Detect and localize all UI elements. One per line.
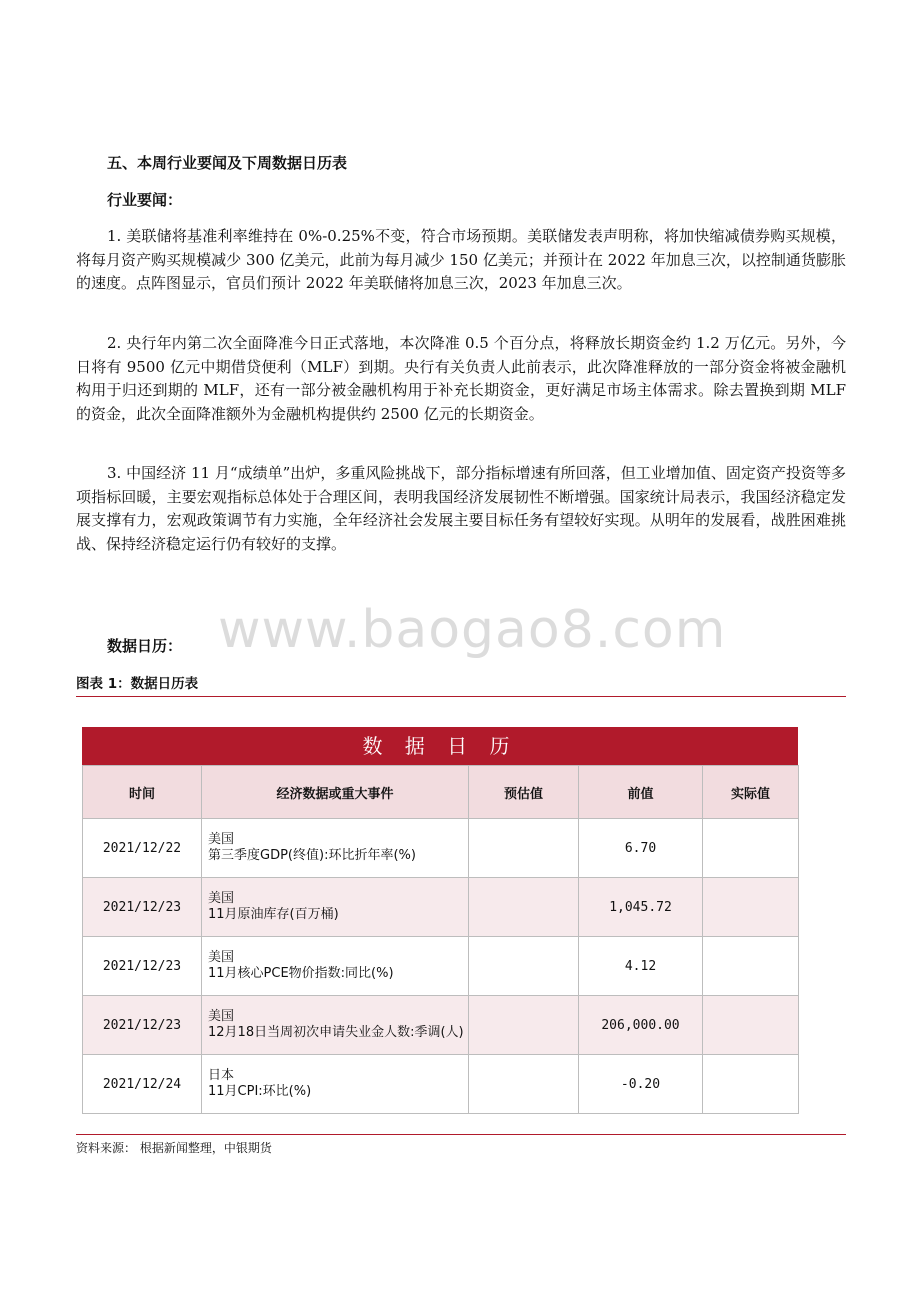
watermark: www.baogao8.com — [218, 600, 727, 660]
row-country: 美国 — [208, 1009, 235, 1024]
news-subtitle: 行业要闻： — [107, 191, 183, 209]
source-note: 资料来源： 根据新闻整理，中银期货 — [76, 1141, 272, 1155]
header-time: 时间 — [83, 766, 202, 819]
row-event — [202, 937, 469, 996]
row-event-name: 第三季度GDP(终值):环比折年率(%) — [208, 848, 416, 863]
row-actual — [703, 819, 799, 878]
news-paragraph-2: 2. 央行年内第二次全面降准今日正式落地，本次降准 0.5 个百分点，将释放长期资金约 1.2 万亿元。另外，今日将有 9500 亿元中期借贷便利（MLF）到期。央行有关负责人此前表示，此次降准释放的一部分资金将被金融机构用于归还到期的 MLF，还有一部分被金融机构用于补充长期资金，更好满足市场主体需求。除去置换到期 MLF 的资金，此次全面降准额外为金融机构提供约 2500 亿元的长期资金。 — [76, 334, 846, 423]
row-event-name: 12月18日当周初次申请失业金人数:季调(人) — [208, 1025, 464, 1040]
caption-rule — [76, 696, 846, 697]
row-previous: 6.70 — [579, 819, 703, 878]
news-paragraph-3: 3. 中国经济 11 月“成绩单”出炉，多重风险挑战下，部分指标增速有所回落，但工业增加值、固定资产投资等多项指标回暖，主要宏观指标总体处于合理区间，表明我国经济发展韧性不断增强。国家统计局表示，我国经济稳定发展支撑有力，宏观政策调节有力实施，全年经济社会发展主要目标任务有望较好实现。从明年的发展看，战胜困难挑战、保持经济稳定运行仍有较好的支撑。 — [76, 464, 846, 553]
row-date: 2021/12/22 — [83, 819, 202, 878]
calendar-table — [82, 765, 799, 1114]
header-actual: 实际值 — [703, 766, 799, 819]
table-row — [83, 1055, 799, 1114]
row-previous: 1,045.72 — [579, 878, 703, 937]
row-event — [202, 1055, 469, 1114]
row-actual — [703, 878, 799, 937]
calendar-subtitle: 数据日历： — [107, 637, 183, 655]
row-event-name: 11月CPI:环比(%) — [208, 1084, 312, 1099]
section-title: 五、本周行业要闻及下周数据日历表 — [107, 154, 348, 172]
header-forecast: 预估值 — [469, 766, 579, 819]
row-date: 2021/12/23 — [83, 996, 202, 1055]
row-event — [202, 878, 469, 937]
row-previous: 206,000.00 — [579, 996, 703, 1055]
table-row — [83, 819, 799, 878]
row-event-name: 11月原油库存(百万桶) — [208, 907, 339, 922]
header-previous: 前值 — [579, 766, 703, 819]
row-previous: 4.12 — [579, 937, 703, 996]
row-forecast — [469, 819, 579, 878]
row-date: 2021/12/24 — [83, 1055, 202, 1114]
row-country: 美国 — [208, 891, 235, 906]
row-actual — [703, 937, 799, 996]
table-row — [83, 996, 799, 1055]
row-country: 美国 — [208, 950, 235, 965]
header-event: 经济数据或重大事件 — [202, 766, 469, 819]
table-header-row — [83, 766, 799, 819]
row-date: 2021/12/23 — [83, 878, 202, 937]
calendar-banner: 数 据 日 历 — [82, 727, 798, 765]
row-forecast — [469, 1055, 579, 1114]
row-forecast — [469, 937, 579, 996]
table-row — [83, 878, 799, 937]
row-actual — [703, 996, 799, 1055]
row-previous: -0.20 — [579, 1055, 703, 1114]
row-event — [202, 996, 469, 1055]
data-calendar — [82, 727, 798, 1114]
source-rule — [76, 1134, 846, 1135]
row-country: 日本 — [208, 1068, 235, 1083]
figure-caption: 图表 1：数据日历表 — [76, 676, 199, 692]
row-forecast — [469, 996, 579, 1055]
row-event — [202, 819, 469, 878]
table-row — [83, 937, 799, 996]
row-date: 2021/12/23 — [83, 937, 202, 996]
row-actual — [703, 1055, 799, 1114]
row-country: 美国 — [208, 832, 235, 847]
row-forecast — [469, 878, 579, 937]
row-event-name: 11月核心PCE物价指数:同比(%) — [208, 966, 394, 981]
news-paragraph-1: 1. 美联储将基准利率维持在 0%-0.25%不变，符合市场预期。美联储发表声明称，将加快缩减债券购买规模，将每月资产购买规模减少 300 亿美元，此前为每月减少 150 亿美元；并预计在 2022 年加息三次，以控制通货膨胀的速度。点阵图显示，官员们预计 2022 年美联储将加息三次，2023 年加息三次。 — [76, 227, 846, 292]
